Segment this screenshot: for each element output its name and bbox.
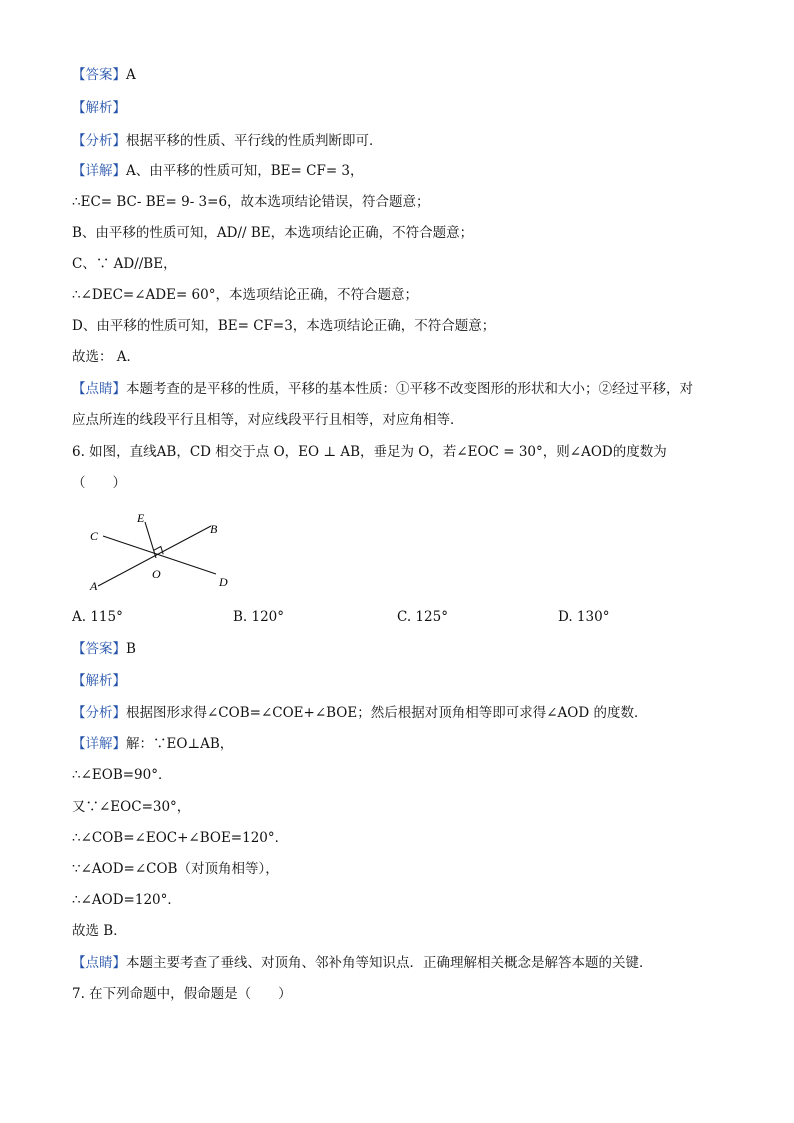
- q6-stem: 6. 如图，直线AB，CD 相交于点 O，EO ⊥ AB，垂足为 O，若∠EOC = 30°，则∠AOD的度数为: [72, 444, 667, 460]
- label-o: O: [152, 567, 161, 581]
- q6-line-3: 又∵∠EOC=30°，: [72, 799, 191, 815]
- xiangjie-text: 解：∵EO⊥AB，: [126, 736, 234, 752]
- answer-value: A: [126, 67, 136, 83]
- q5-line-6: D、由平移的性质可知，BE= CF=3，本选项结论正确，不符合题意；: [72, 318, 496, 334]
- label-b: B: [210, 522, 218, 536]
- q6-line-6: ∴∠AOD=120°．: [72, 892, 181, 908]
- q6-figure: [86, 502, 246, 598]
- label-d: D: [219, 575, 228, 589]
- dianjing-text: 本题主要考查了垂线、对顶角、邻补角等知识点．正确理解相关概念是解答本题的关键．: [126, 955, 653, 971]
- xiangjie-text: A、由平移的性质可知，BE= CF= 3，: [126, 163, 364, 179]
- q6-line-2: ∴∠EOB=90°．: [72, 767, 172, 783]
- option-d: D. 130°: [558, 609, 610, 625]
- q5-line-5: ∴∠DEC=∠ADE= 60°，本选项结论正确，不符合题意；: [72, 287, 418, 303]
- ray-oe: [145, 522, 156, 558]
- q5-dianjing-line-2: 应点所连的线段平行且相等，对应线段平行且相等，对应角相等．: [72, 412, 464, 428]
- fenxi-text: 根据图形求得∠COB=∠COE+∠BOE；然后根据对顶角相等即可求得∠AOD 的度数．: [126, 705, 648, 721]
- label-e: E: [137, 511, 145, 525]
- q6-dianjing-line: [72, 954, 653, 972]
- q5-xiangjie-line: [72, 162, 364, 180]
- answer-tag: 【答案】: [72, 67, 126, 83]
- q5-line-3: B、由平移的性质可知，AD// BE，本选项结论正确，不符合题意；: [72, 225, 474, 241]
- option-a: A. 115°: [72, 609, 123, 625]
- q6-xiangjie-line: [72, 735, 233, 753]
- fenxi-tag: 【分析】: [72, 705, 126, 721]
- answer-value: B: [126, 641, 136, 657]
- q6-line-7: 故选 B．: [72, 923, 127, 939]
- q5-analysis-tag: 【解析】: [72, 100, 126, 116]
- dianjing-tag: 【点睛】: [72, 955, 126, 971]
- q6-line-5: ∵∠AOD=∠COB（对顶角相等），: [72, 861, 279, 877]
- fenxi-tag: 【分析】: [72, 133, 126, 149]
- xiangjie-tag: 【详解】: [72, 736, 126, 752]
- label-c: C: [90, 529, 99, 543]
- fenxi-text: 根据平移的性质、平行线的性质判断即可．: [126, 133, 383, 149]
- dianjing-tag: 【点睛】: [72, 381, 126, 397]
- q6-answer-line: [72, 640, 136, 658]
- xiangjie-tag: 【详解】: [72, 163, 126, 179]
- q6-line-4: ∴∠COB=∠EOC+∠BOE=120°．: [72, 830, 289, 846]
- q5-line-4: C、∵ AD//BE，: [72, 256, 177, 272]
- dianjing-text: 本题考查的是平移的性质，平移的基本性质：①平移不改变图形的形状和大小；②经过平移，对: [126, 381, 693, 397]
- answer-tag: 【答案】: [72, 641, 126, 657]
- q6-stem-bracket: （ ）: [72, 475, 126, 491]
- q5-line-7: 故选： A．: [72, 349, 141, 365]
- option-b: B. 120°: [233, 609, 285, 625]
- q5-dianjing-line: [72, 380, 693, 398]
- q5-line-2: ∴EC= BC- BE= 9- 3=6，故本选项结论错误，符合题意；: [72, 194, 430, 210]
- q5-fenxi-line: [72, 132, 383, 150]
- option-c: C. 125°: [397, 609, 448, 625]
- label-a: A: [90, 579, 98, 593]
- q6-analysis-tag: 【解析】: [72, 673, 126, 689]
- q5-answer-line: [72, 66, 136, 84]
- q7-stem: 7. 在下列命题中，假命题是（ ）: [72, 986, 292, 1002]
- q6-fenxi-line: [72, 704, 647, 722]
